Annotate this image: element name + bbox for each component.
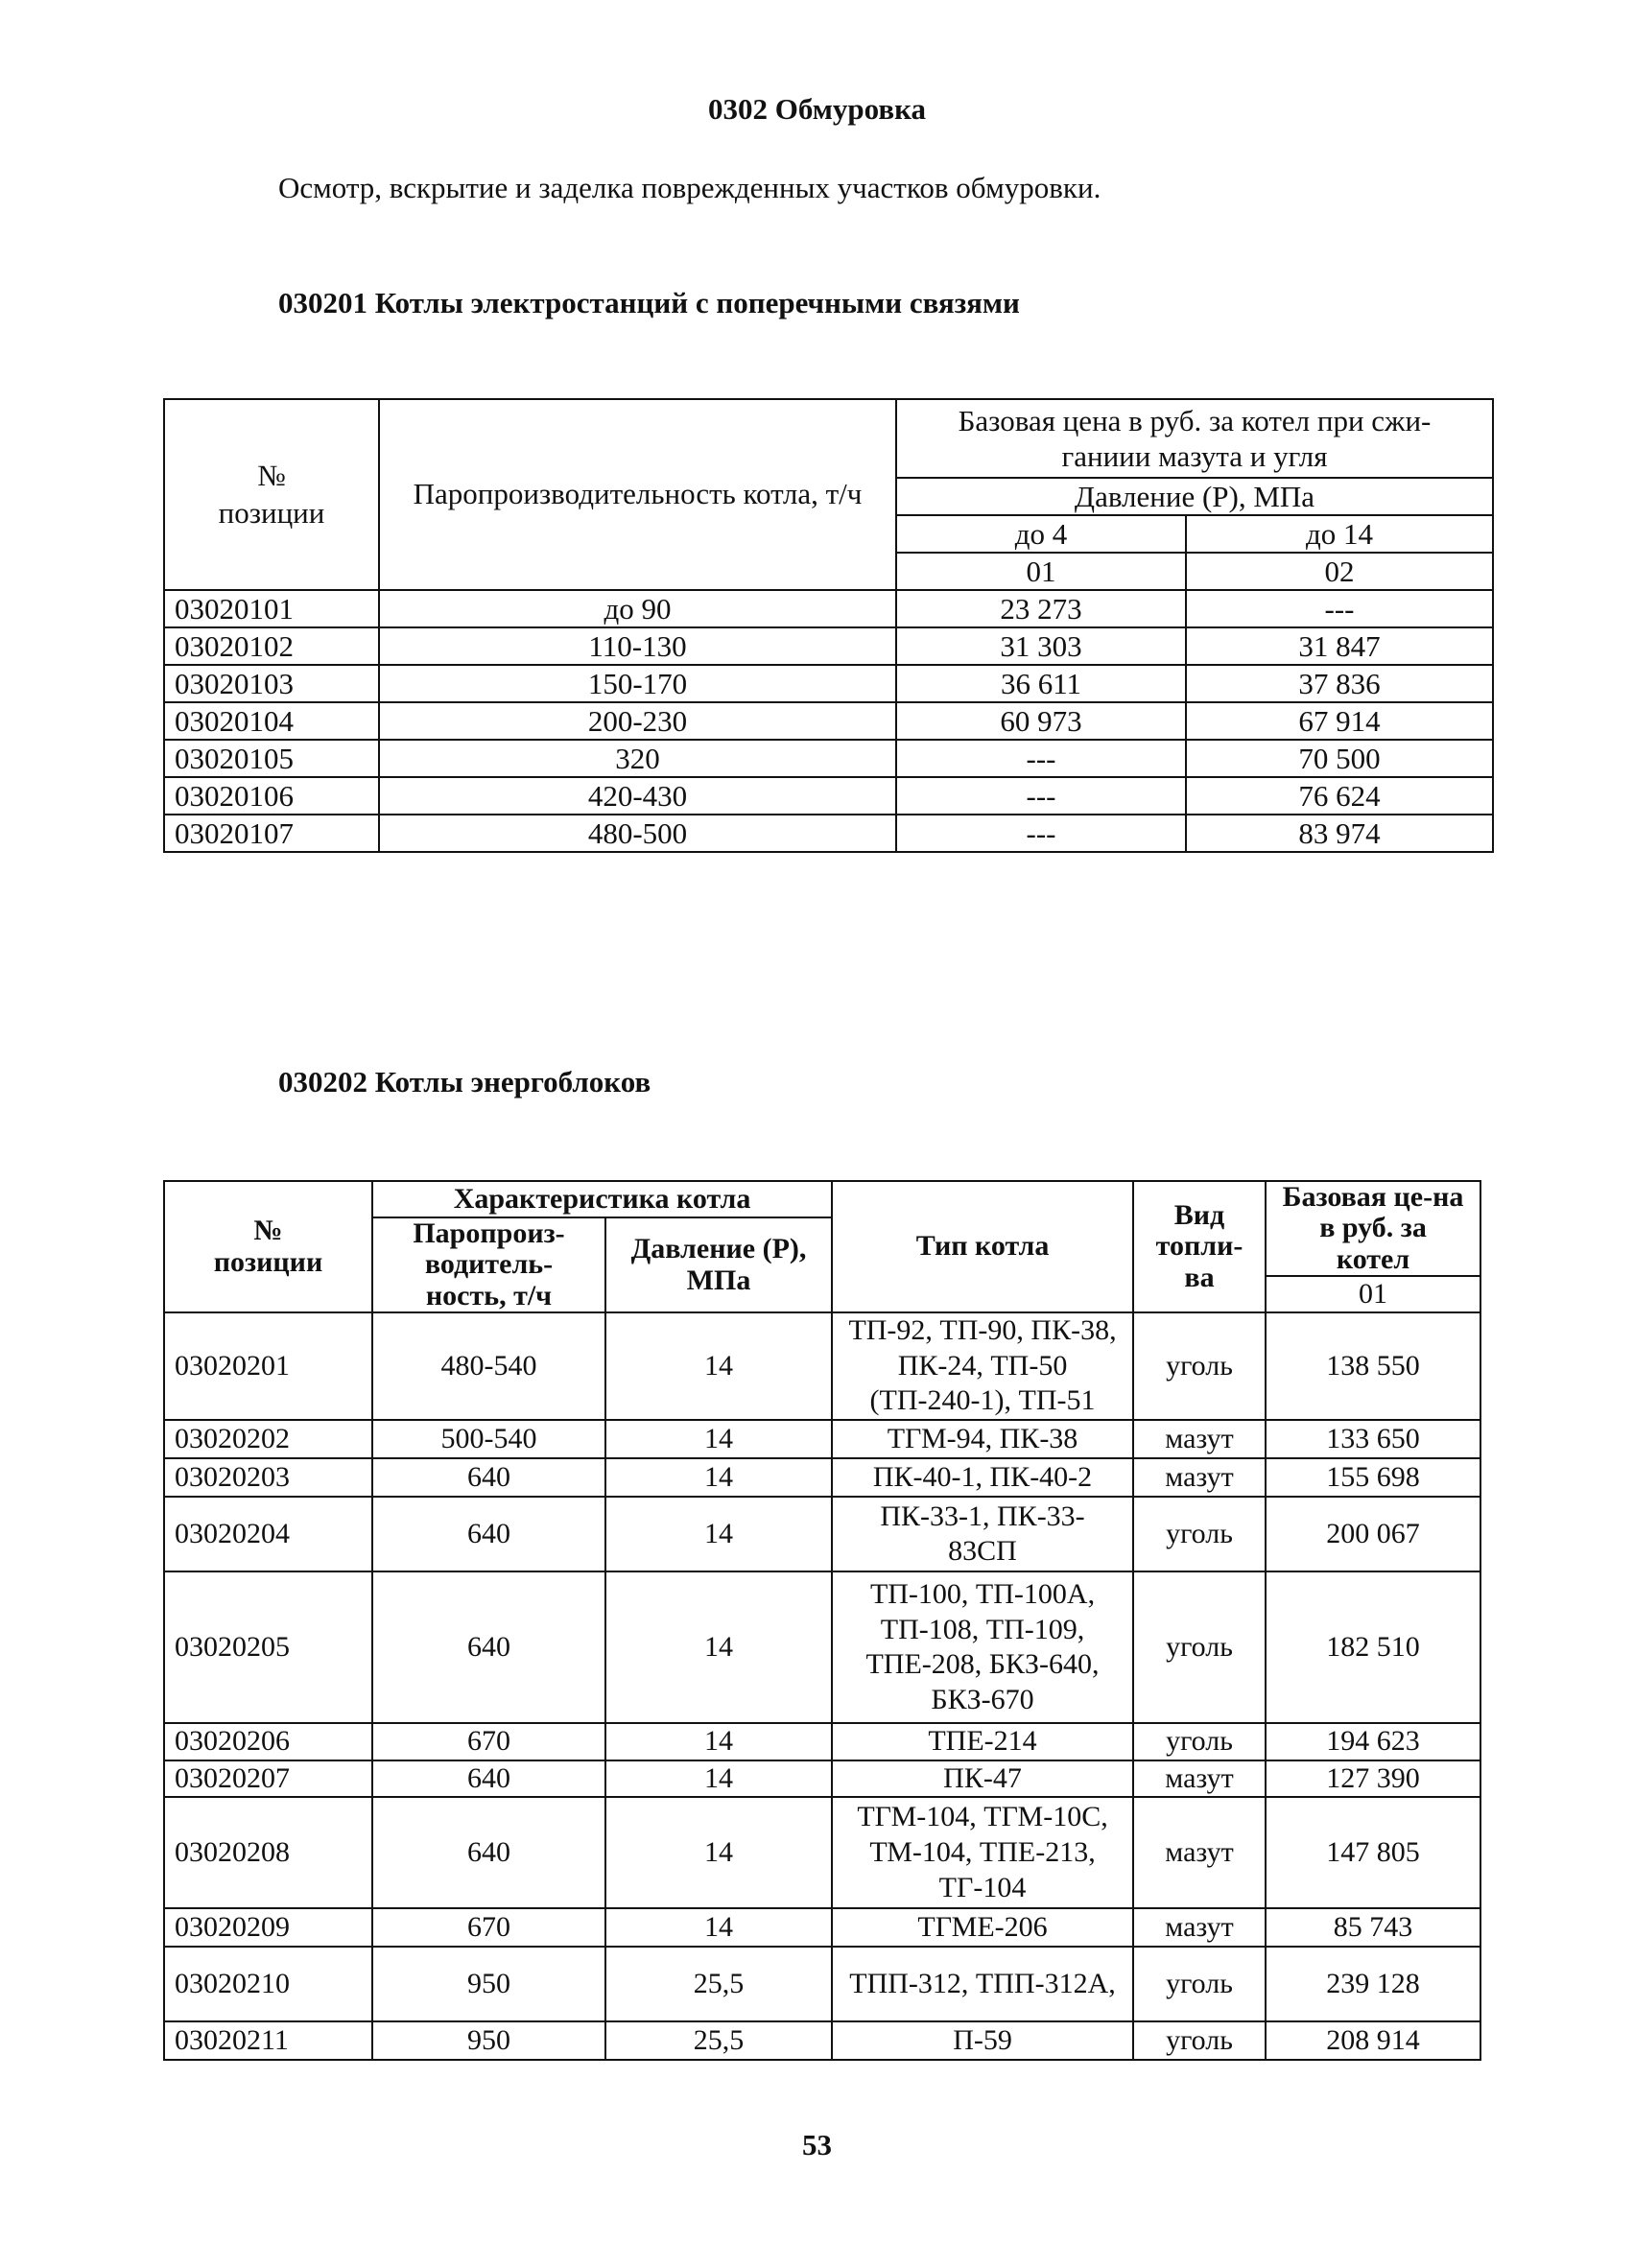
capacity-cell: 500-540 bbox=[372, 1420, 605, 1458]
capacity-cell: 950 bbox=[372, 2021, 605, 2060]
capacity-cell: 670 bbox=[372, 1908, 605, 1947]
table2-header-base-price: Базовая це-на в руб. за котел bbox=[1266, 1181, 1480, 1276]
capacity-cell: 640 bbox=[372, 1797, 605, 1908]
boiler-type-cell: ТП-92, ТП-90, ПК-38, ПК-24, ТП-50 (ТП-240-1), ТП-51 bbox=[832, 1312, 1133, 1420]
position-cell: 03020105 bbox=[164, 740, 379, 777]
price-cell-02: 70 500 bbox=[1186, 740, 1493, 777]
table2 bbox=[163, 1180, 1481, 2061]
capacity-cell: 950 bbox=[372, 1947, 605, 2021]
position-cell: 03020208 bbox=[164, 1797, 372, 1908]
price-cell-01: --- bbox=[896, 740, 1186, 777]
pressure-cell: 25,5 bbox=[605, 1947, 832, 2021]
capacity-cell: 420-430 bbox=[379, 777, 896, 815]
capacity-cell: 640 bbox=[372, 1497, 605, 1571]
table-row bbox=[164, 590, 1493, 627]
table-row bbox=[164, 1908, 1480, 1947]
table-row bbox=[164, 1797, 1480, 1908]
price-cell: 200 067 bbox=[1266, 1497, 1480, 1571]
capacity-cell: до 90 bbox=[379, 590, 896, 627]
position-cell: 03020211 bbox=[164, 2021, 372, 2060]
capacity-cell: 640 bbox=[372, 1571, 605, 1723]
table-row bbox=[164, 777, 1493, 815]
table1-header-capacity: Паропроизводительность котла, т/ч bbox=[379, 399, 896, 590]
capacity-cell: 670 bbox=[372, 1723, 605, 1760]
table2-header-code-01: 01 bbox=[1266, 1276, 1480, 1312]
table-row bbox=[164, 702, 1493, 740]
position-cell: 03020209 bbox=[164, 1908, 372, 1947]
table1-title: 030201 Котлы электростанций с поперечными связями bbox=[278, 286, 1020, 319]
table-row bbox=[164, 740, 1493, 777]
fuel-cell: мазут bbox=[1133, 1760, 1266, 1798]
position-cell: 03020104 bbox=[164, 702, 379, 740]
table-row bbox=[164, 1497, 1480, 1571]
capacity-cell: 640 bbox=[372, 1458, 605, 1497]
position-cell: 03020210 bbox=[164, 1947, 372, 2021]
position-cell: 03020102 bbox=[164, 627, 379, 665]
table2-title: 030202 Котлы энергоблоков bbox=[278, 1065, 651, 1099]
table1-header-code-02: 02 bbox=[1186, 553, 1493, 590]
price-cell-01: 60 973 bbox=[896, 702, 1186, 740]
table-row bbox=[164, 1760, 1480, 1798]
price-cell: 127 390 bbox=[1266, 1760, 1480, 1798]
position-cell: 03020206 bbox=[164, 1723, 372, 1760]
boiler-type-cell: ПК-47 bbox=[832, 1760, 1133, 1798]
table-row bbox=[164, 1420, 1480, 1458]
position-cell: 03020202 bbox=[164, 1420, 372, 1458]
table2-header-position: № позиции bbox=[164, 1181, 372, 1312]
position-cell: 03020201 bbox=[164, 1312, 372, 1420]
table-row bbox=[164, 1458, 1480, 1497]
table1-header-base-price: Базовая цена в руб. за котел при сжи-ганиии мазута и угля bbox=[896, 399, 1493, 478]
pressure-cell: 14 bbox=[605, 1497, 832, 1571]
table1-body bbox=[164, 590, 1493, 852]
table-row bbox=[164, 665, 1493, 702]
fuel-cell: мазут bbox=[1133, 1420, 1266, 1458]
boiler-type-cell: ТГМЕ-206 bbox=[832, 1908, 1133, 1947]
price-cell: 239 128 bbox=[1266, 1947, 1480, 2021]
price-cell-02: --- bbox=[1186, 590, 1493, 627]
position-cell: 03020103 bbox=[164, 665, 379, 702]
page-number: 53 bbox=[802, 2128, 832, 2162]
price-cell-02: 83 974 bbox=[1186, 815, 1493, 852]
table1 bbox=[163, 398, 1494, 853]
price-cell: 182 510 bbox=[1266, 1571, 1480, 1723]
position-cell: 03020203 bbox=[164, 1458, 372, 1497]
price-cell: 155 698 bbox=[1266, 1458, 1480, 1497]
price-cell: 208 914 bbox=[1266, 2021, 1480, 2060]
table1-header-code-01: 01 bbox=[896, 553, 1186, 590]
pressure-cell: 14 bbox=[605, 1760, 832, 1798]
table2-header-characteristics: Характеристика котла bbox=[372, 1181, 832, 1217]
boiler-type-cell: ТПЕ-214 bbox=[832, 1723, 1133, 1760]
capacity-cell: 150-170 bbox=[379, 665, 896, 702]
price-cell-02: 67 914 bbox=[1186, 702, 1493, 740]
capacity-cell: 110-130 bbox=[379, 627, 896, 665]
table2-body bbox=[164, 1312, 1480, 2060]
pressure-cell: 14 bbox=[605, 1420, 832, 1458]
table2-header-capacity: Паропроиз-водитель-ность, т/ч bbox=[372, 1217, 605, 1312]
price-cell-01: 23 273 bbox=[896, 590, 1186, 627]
capacity-cell: 640 bbox=[372, 1760, 605, 1798]
fuel-cell: мазут bbox=[1133, 1458, 1266, 1497]
price-cell-02: 37 836 bbox=[1186, 665, 1493, 702]
price-cell: 138 550 bbox=[1266, 1312, 1480, 1420]
capacity-cell: 480-540 bbox=[372, 1312, 605, 1420]
table-row bbox=[164, 1947, 1480, 2021]
boiler-type-cell: ТПП-312, ТПП-312А, bbox=[832, 1947, 1133, 2021]
price-cell: 194 623 bbox=[1266, 1723, 1480, 1760]
price-cell-01: --- bbox=[896, 777, 1186, 815]
section-title: 0302 Обмуровка bbox=[708, 92, 926, 126]
price-cell-02: 31 847 bbox=[1186, 627, 1493, 665]
price-cell: 133 650 bbox=[1266, 1420, 1480, 1458]
table2-header-type: Тип котла bbox=[832, 1181, 1133, 1312]
boiler-type-cell: ПК-33-1, ПК-33-83СП bbox=[832, 1497, 1133, 1571]
table2-header-pressure: Давление (Р), МПа bbox=[605, 1217, 832, 1312]
capacity-cell: 320 bbox=[379, 740, 896, 777]
capacity-cell: 480-500 bbox=[379, 815, 896, 852]
table2-header-fuel: Вид топли-ва bbox=[1133, 1181, 1266, 1312]
section-intro: Осмотр, вскрытие и заделка поврежденных участков обмуровки. bbox=[278, 171, 1101, 204]
position-cell: 03020205 bbox=[164, 1571, 372, 1723]
fuel-cell: уголь bbox=[1133, 1312, 1266, 1420]
position-cell: 03020107 bbox=[164, 815, 379, 852]
table1-header-pressure-14: до 14 bbox=[1186, 515, 1493, 553]
fuel-cell: уголь bbox=[1133, 2021, 1266, 2060]
fuel-cell: уголь bbox=[1133, 1497, 1266, 1571]
boiler-type-cell: ПК-40-1, ПК-40-2 bbox=[832, 1458, 1133, 1497]
table-row bbox=[164, 1723, 1480, 1760]
pressure-cell: 14 bbox=[605, 1458, 832, 1497]
table-row bbox=[164, 815, 1493, 852]
boiler-type-cell: ТГМ-94, ПК-38 bbox=[832, 1420, 1133, 1458]
pressure-cell: 14 bbox=[605, 1908, 832, 1947]
pressure-cell: 25,5 bbox=[605, 2021, 832, 2060]
table-row bbox=[164, 1571, 1480, 1723]
price-cell: 147 805 bbox=[1266, 1797, 1480, 1908]
pressure-cell: 14 bbox=[605, 1312, 832, 1420]
price-cell-01: 31 303 bbox=[896, 627, 1186, 665]
pressure-cell: 14 bbox=[605, 1571, 832, 1723]
table1-header-pressure-4: до 4 bbox=[896, 515, 1186, 553]
table-row bbox=[164, 2021, 1480, 2060]
position-cell: 03020101 bbox=[164, 590, 379, 627]
table-row bbox=[164, 627, 1493, 665]
table1-header-pressure: Давление (Р), МПа bbox=[896, 478, 1493, 515]
fuel-cell: уголь bbox=[1133, 1947, 1266, 2021]
boiler-type-cell: ТП-100, ТП-100А, ТП-108, ТП-109, ТПЕ-208, БКЗ-640, БКЗ-670 bbox=[832, 1571, 1133, 1723]
position-cell: 03020207 bbox=[164, 1760, 372, 1798]
price-cell-02: 76 624 bbox=[1186, 777, 1493, 815]
boiler-type-cell: ТГМ-104, ТГМ-10С, ТМ-104, ТПЕ-213, ТГ-104 bbox=[832, 1797, 1133, 1908]
position-cell: 03020106 bbox=[164, 777, 379, 815]
pressure-cell: 14 bbox=[605, 1797, 832, 1908]
fuel-cell: уголь bbox=[1133, 1723, 1266, 1760]
table-row bbox=[164, 1312, 1480, 1420]
price-cell-01: --- bbox=[896, 815, 1186, 852]
capacity-cell: 200-230 bbox=[379, 702, 896, 740]
fuel-cell: мазут bbox=[1133, 1797, 1266, 1908]
fuel-cell: мазут bbox=[1133, 1908, 1266, 1947]
price-cell-01: 36 611 bbox=[896, 665, 1186, 702]
price-cell: 85 743 bbox=[1266, 1908, 1480, 1947]
table1-header-position: № позиции bbox=[164, 399, 379, 590]
boiler-type-cell: П-59 bbox=[832, 2021, 1133, 2060]
pressure-cell: 14 bbox=[605, 1723, 832, 1760]
position-cell: 03020204 bbox=[164, 1497, 372, 1571]
fuel-cell: уголь bbox=[1133, 1571, 1266, 1723]
